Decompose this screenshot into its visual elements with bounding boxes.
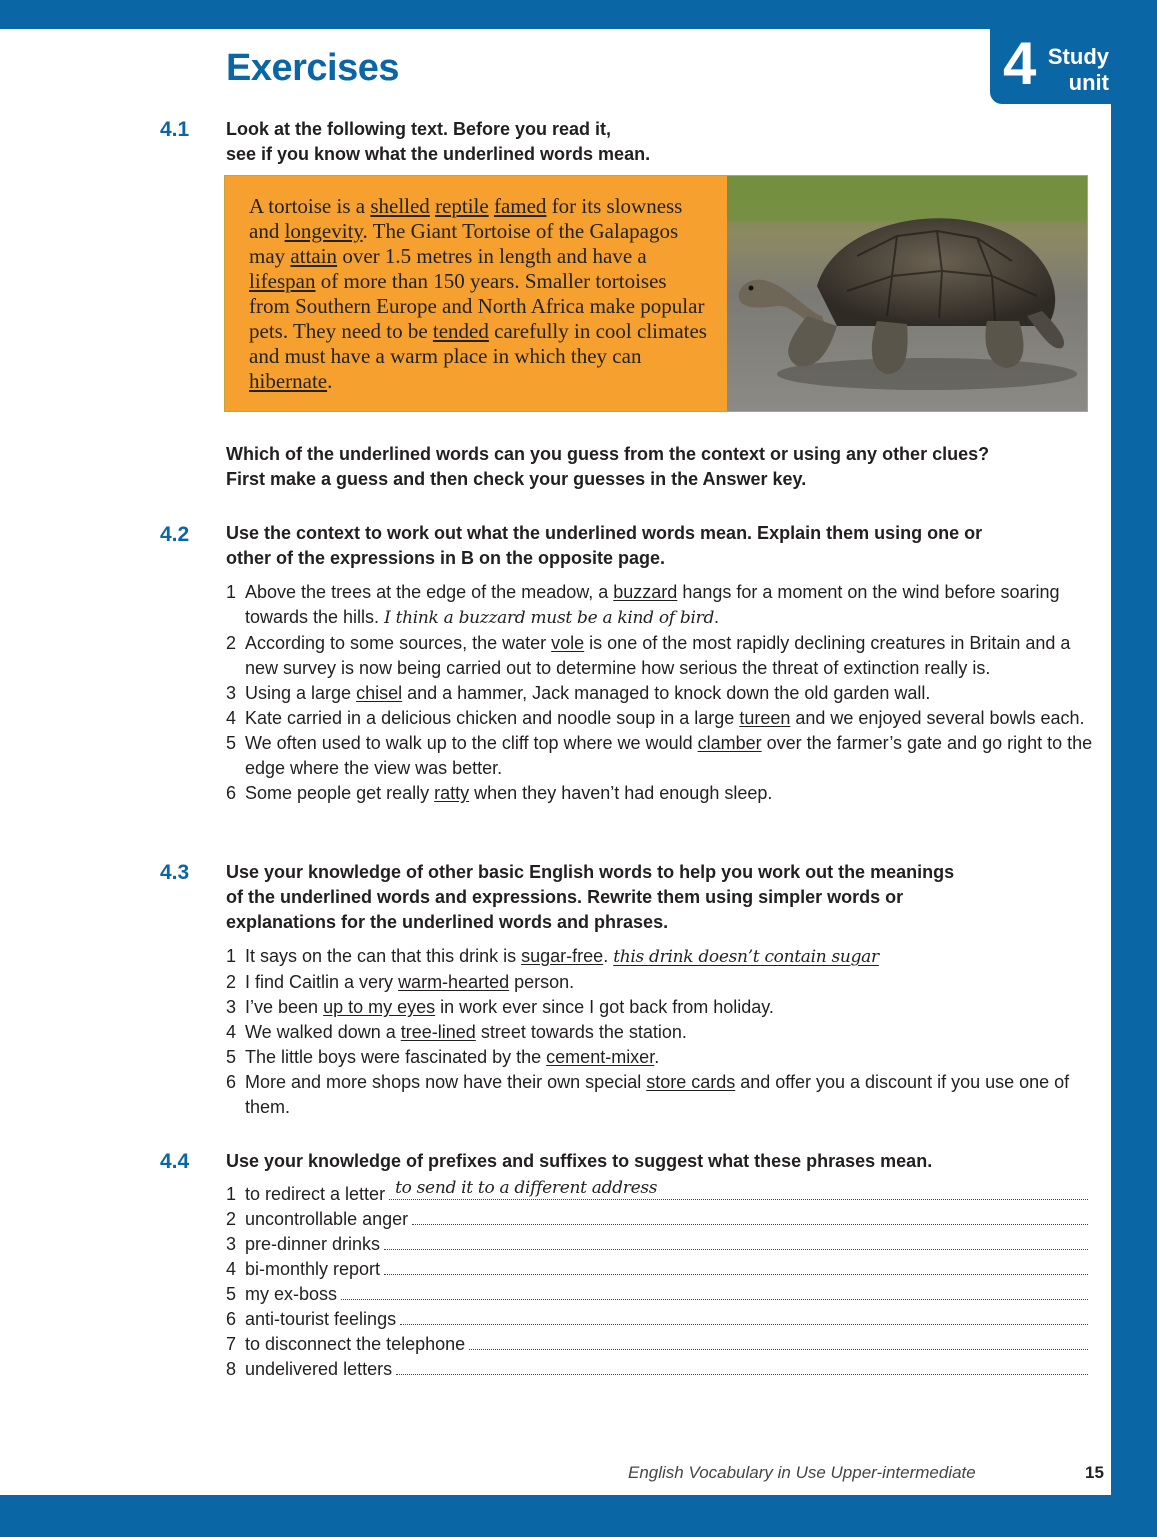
text-run: . [714,607,720,627]
tortoise-image [727,176,1087,411]
unit-tab [990,20,1111,104]
answer-line[interactable] [341,1283,1088,1300]
item-number: 2 [226,1209,237,1229]
answer-line[interactable] [384,1258,1088,1275]
underlined-word: tree-lined [400,1022,476,1042]
list-item [226,1178,1088,1207]
exercise-number-4-2: 4.2 [160,523,190,546]
handwritten-answer: to send it to a different address [395,1178,658,1198]
underlined-word: cement-mixer [546,1047,655,1067]
list-item [226,1332,1088,1357]
instruction-line: Use the context to work out what the underlined words mean. Explain them using one or [226,523,983,543]
item-number: 6 [226,1072,237,1092]
phrase-text: to redirect a letter [245,1184,386,1204]
text-run: and offer you a discount if you use one of them. [245,1072,1070,1117]
phrase-text: uncontrollable anger [245,1209,409,1229]
handwritten-answer: I think a buzzard must be a kind of bird [384,608,715,628]
unit-number: 4 [1003,30,1035,97]
item-number: 2 [226,972,237,992]
item-number: 3 [226,1234,237,1254]
item-number: 1 [226,1184,237,1204]
text-run: in work ever since I got back from holiday. [435,997,774,1017]
underlined-word: up to my eyes [323,997,436,1017]
instruction-line: Use your knowledge of other basic English words to help you work out the meanings [226,862,955,882]
exercise-number-4-1: 4.1 [160,118,190,141]
answer-line[interactable] [396,1358,1088,1375]
text-run: According to some sources, the water [245,633,552,653]
answer-line[interactable] [384,1233,1088,1250]
exercise-4-3-instructions [226,860,1106,935]
item-number: 3 [226,997,237,1017]
underlined-word: vole [551,633,585,653]
exercise-number-4-4: 4.4 [160,1150,190,1173]
unit-label-study: Study [1047,44,1109,69]
underlined-word: tureen [739,708,791,728]
item-number: 6 [226,1309,237,1329]
underlined-word: reptile [435,194,489,218]
followup-line: First make a guess and then check your guesses in the Answer key. [226,469,807,489]
answer-line[interactable] [389,1178,1088,1200]
list-item [226,580,1096,631]
underlined-word: tended [432,319,489,343]
instruction-line: explanations for the underlined words and phrases. [226,912,669,932]
list-item [226,706,1096,731]
underlined-word: sugar-free [521,946,604,966]
text-run: and we enjoyed several bowls each. [790,708,1085,728]
instruction-line: of the underlined words and expressions. Rewrite them using simpler words or [226,887,904,907]
item-number: 2 [226,633,237,653]
instruction-line: other of the expressions in B on the opposite page. [226,548,666,568]
answer-line[interactable] [400,1308,1088,1325]
text-run: Some people get really [245,783,435,803]
list-item [226,1045,1096,1070]
text-run: . The Giant Tortoise of the Galapagos may [249,219,679,268]
exercise-4-4-list [226,1178,1088,1382]
item-number: 5 [226,1284,237,1304]
reading-passage [225,176,727,411]
item-number: 1 [226,582,237,602]
item-number: 4 [226,708,237,728]
text-run: is one of the most rapidly declining creatures in Britain and a new survey is now being carried out to determine how serious the threat of extinction really is. [245,633,1071,678]
text-run: when they haven’t had enough sleep. [469,783,773,803]
list-item [226,1020,1096,1045]
phrase-text: pre-dinner drinks [245,1234,381,1254]
underlined-word: ratty [434,783,470,803]
text-run: Above the trees at the edge of the meadow, a [245,582,614,602]
text-run: It says on the can that this drink is [245,946,522,966]
text-run: and a hammer, Jack managed to knock down the old garden wall. [402,683,931,703]
underlined-word: hibernate [249,369,328,393]
page-frame-top [0,0,1157,29]
item-number: 1 [226,946,237,966]
item-number: 5 [226,1047,237,1067]
item-number: 8 [226,1359,237,1379]
text-run: I’ve been [245,997,324,1017]
underlined-word: attain [290,244,338,268]
text-run: We walked down a [245,1022,401,1042]
reading-paragraph [249,194,711,394]
list-item [226,1357,1088,1382]
text-run: We often used to walk up to the cliff top where we would [245,733,698,753]
underlined-word: shelled [370,194,430,218]
text-run: A tortoise is a [249,194,371,218]
exercise-4-3-list [226,944,1096,1120]
list-item [226,1232,1088,1257]
list-item [226,970,1096,995]
text-run: . [654,1047,660,1067]
list-item [226,944,1096,970]
exercise-4-1-instructions [226,117,1106,167]
phrase-text: undelivered letters [245,1359,393,1379]
phrase-text: to disconnect the telephone [245,1334,466,1354]
followup-line: Which of the underlined words can you guess from the context or using any other clues? [226,444,990,464]
text-run: carefully in cool climates and must have a warm place in which they can [249,319,707,368]
text-run: over 1.5 metres in length and have a [337,244,647,268]
text-run: for its slowness and [249,194,683,243]
exercise-number-4-3: 4.3 [160,861,190,884]
footer-book-title: English Vocabulary in Use Upper-intermediate [628,1463,976,1482]
unit-label-unit: unit [1068,70,1109,95]
underlined-word: lifespan [249,269,316,293]
text-run: The little boys were fascinated by the [245,1047,547,1067]
text-run: I find Caitlin a very [245,972,399,992]
text-run: over the farmer’s gate and go right to the edge where the view was better. [245,733,1093,778]
phrase-text: bi-monthly report [245,1259,381,1279]
text-run: hangs for a moment on the wind before soaring towards the hills. [245,582,1060,627]
list-item [226,1307,1088,1332]
phrase-text: anti-tourist feelings [245,1309,397,1329]
exercise-4-1-followup [226,442,1106,492]
underlined-word: clamber [697,733,762,753]
exercise-4-2-instructions [226,521,1106,571]
underlined-word: buzzard [613,582,678,602]
instruction-line: see if you know what the underlined words mean. [226,144,651,164]
list-item [226,1070,1096,1120]
underlined-word: store cards [646,1072,736,1092]
item-number: 5 [226,733,237,753]
list-item [226,731,1096,781]
instruction-line: Look at the following text. Before you read it, [226,119,612,139]
list-item [226,681,1096,706]
underlined-word: warm-hearted [398,972,510,992]
text-run: of more than 150 years. Smaller tortoises from Southern Europe and North Africa make popular pets. They need to be [249,269,705,343]
text-run: . [603,946,614,966]
list-item [226,631,1096,681]
reading-box [224,175,1088,412]
list-item [226,1207,1088,1232]
text-run: Using a large [245,683,357,703]
underlined-word: chisel [356,683,403,703]
handwritten-answer: this drink doesn’t contain sugar [613,947,879,967]
text-run: street towards the station. [475,1022,687,1042]
item-number: 6 [226,783,237,803]
answer-line[interactable] [469,1333,1088,1350]
page-frame-right [1111,0,1157,1537]
text-run: person. [509,972,575,992]
item-number: 4 [226,1022,237,1042]
text-run: . [327,369,333,393]
exercise-4-2-list [226,580,1096,806]
list-item [226,1282,1088,1307]
answer-line[interactable] [412,1208,1088,1225]
list-item [226,1257,1088,1282]
list-item [226,781,1096,806]
text-run: Kate carried in a delicious chicken and noodle soup in a large [245,708,740,728]
tortoise-photo [727,176,1087,411]
item-number: 7 [226,1334,237,1354]
item-number: 3 [226,683,237,703]
list-item [226,995,1096,1020]
exercise-4-4-instructions [226,1149,1106,1174]
phrase-text: my ex-boss [245,1284,338,1304]
text-run: More and more shops now have their own special [245,1072,647,1092]
page-frame-bottom [0,1495,1157,1537]
instruction-line: Use your knowledge of prefixes and suffixes to suggest what these phrases mean. [226,1151,933,1171]
page-number: 15 [1085,1463,1104,1482]
page-title: Exercises [226,47,399,89]
underlined-word: longevity [284,219,363,243]
item-number: 4 [226,1259,237,1279]
underlined-word: famed [493,194,547,218]
